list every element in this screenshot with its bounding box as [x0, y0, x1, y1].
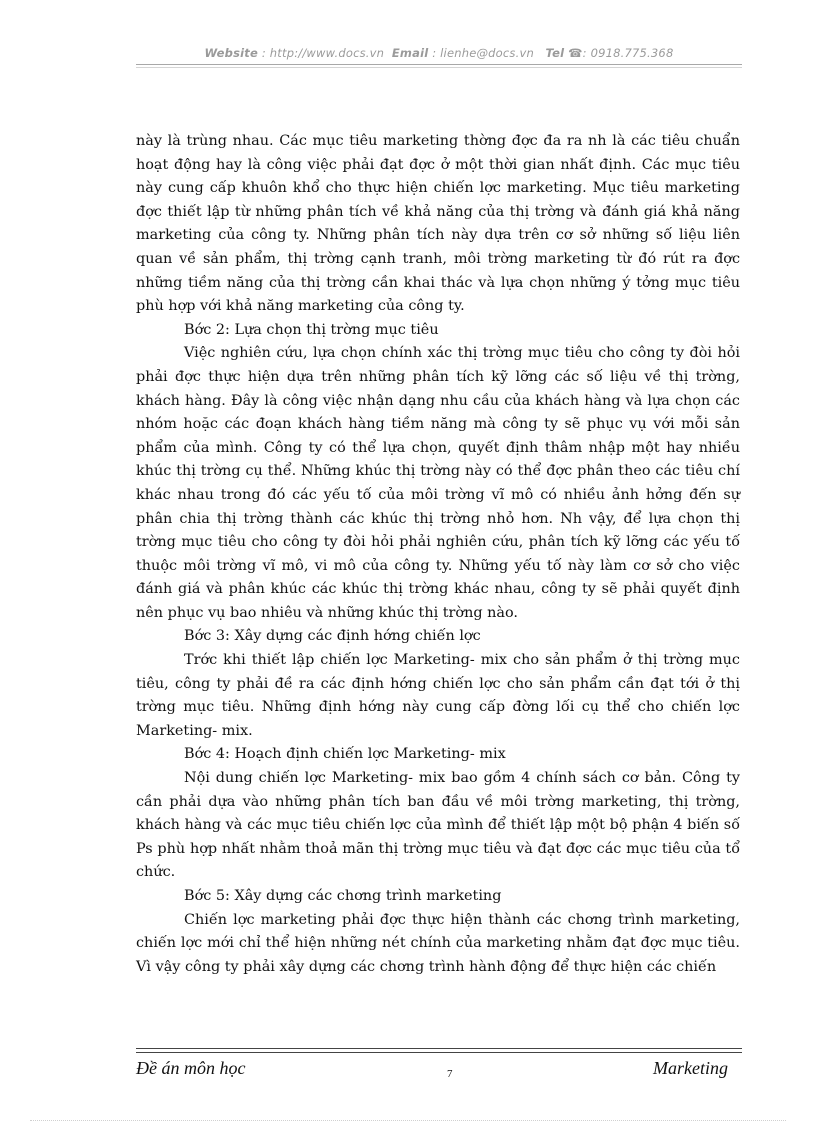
- tel-value: ☎: 0918.775.368: [568, 46, 674, 60]
- footer-subject: Marketing: [653, 1058, 728, 1078]
- document-body: [136, 130, 740, 979]
- email-label: Email: [391, 46, 429, 60]
- step-heading: Bớc 4: Hoạch định chiến lợc Marketing- mix: [184, 746, 506, 763]
- footer-divider-secondary: [136, 1052, 742, 1053]
- header-divider: [136, 64, 742, 65]
- page-header: [136, 46, 742, 60]
- page-bottom-border: [30, 1120, 786, 1121]
- body-paragraph: Việc nghiên cứu, lựa chọn chính xác thị trờng mục tiêu cho công ty đòi hỏi phải đợc thực hiện dựa trên những phân tích kỹ lỡng các số liệu về thị trờng, khách hàng. Đây là công việc nhận dạng nhu cầu của khách hàng và lựa chọn các nhóm hoặc các đoạn khách hàng tiềm năng mà công ty sẽ phục vụ với mỗi sản phẩm của mình. Công ty có thể lựa chọn, quyết định thâm nhập một hay nhiều khúc thị trờng cụ thể. Những khúc thị trờng này có thể đợc phân theo các tiêu chí khác nhau trong đó các yếu tố của môi trờng vĩ mô có nhiều ảnh hởng đến sự phân chia thị trờng thành các khúc thị trờng nhỏ hơn. Nh vậy, để lựa chọn thị trờng mục tiêu cho công ty đòi hỏi phải nghiên cứu, phân tích kỹ lỡng các yếu tố thuộc môi trờng vĩ mô, vi mô của công ty. Những yếu tố này làm cơ sở cho việc đánh giá và phân khúc các khúc thị trờng khác nhau, công ty sẽ phải quyết định nên phục vụ bao nhiêu và những khúc thị trờng nào.: [136, 345, 740, 621]
- body-paragraph: này là trùng nhau. Các mục tiêu marketing thờng đợc đa ra nh là các tiêu chuẩn hoạt động hay là công việc phải đạt đợc ở một thời gian nhất định. Các mục tiêu này cung cấp khuôn khổ cho thực hiện chiến lợc marketing. Mục tiêu marketing đợc thiết lập từ những phân tích về khả năng của thị trờng và đánh giá khả năng marketing của công ty. Những phân tích này dựa trên cơ sở những số liệu liên quan về sản phẩm, thị trờng cạnh tranh, môi trờng marketing từ đó rút ra đợc những tiềm năng của thị trờng cần khai thác và lựa chọn những ý tởng mục tiêu phù hợp với khả năng marketing của công ty.: [136, 133, 740, 315]
- step-heading: Bớc 5: Xây dựng các chơng trình marketing: [184, 888, 502, 904]
- website-value[interactable]: : http://www.docs.vn: [261, 46, 385, 60]
- step-heading: Bớc 2: Lựa chọn thị trờng mục tiêu: [184, 321, 439, 338]
- tel-label: Tel: [545, 46, 565, 60]
- body-paragraph: Trớc khi thiết lập chiến lợc Marketing- mix cho sản phẩm ở thị trờng mục tiêu, công ty phải đề ra các định hớng chiến lợc cho sản phẩm cần đạt tới ở thị trờng mục tiêu. Những định hớng này cung cấp đờng lối cụ thể cho chiến lợc Marketing- mix.: [136, 652, 740, 739]
- step-heading: Bớc 3: Xây dựng các định hớng chiến lợc: [184, 628, 481, 645]
- footer-divider: [136, 1048, 742, 1049]
- body-paragraph: Nội dung chiến lợc Marketing- mix bao gồm 4 chính sách cơ bản. Công ty cần phải dựa vào những phân tích ban đầu về môi trờng marketing, thị trờng, khách hàng và các mục tiêu chiến lợc của mình để thiết lập một bộ phận 4 biến số Ps phù hợp nhất nhằm thoả mãn thị trờng mục tiêu và đạt đợc các mục tiêu của tổ chức.: [136, 770, 740, 881]
- page-number: 7: [447, 1068, 453, 1080]
- body-paragraph: Chiến lợc marketing phải đợc thực hiện thành các chơng trình marketing, chiến lợc mới chỉ thể hiện những nét chính của marketing nhằm đạt đợc mục tiêu. Vì vậy công ty phải xây dựng các chơng trình hành động để thực hiện các chiến: [136, 911, 740, 975]
- email-value[interactable]: : lienhe@docs.vn: [432, 46, 534, 60]
- website-label: Website: [204, 46, 258, 60]
- header-divider-secondary: [136, 67, 742, 68]
- footer-course-title: Đề án môn học: [136, 1058, 246, 1078]
